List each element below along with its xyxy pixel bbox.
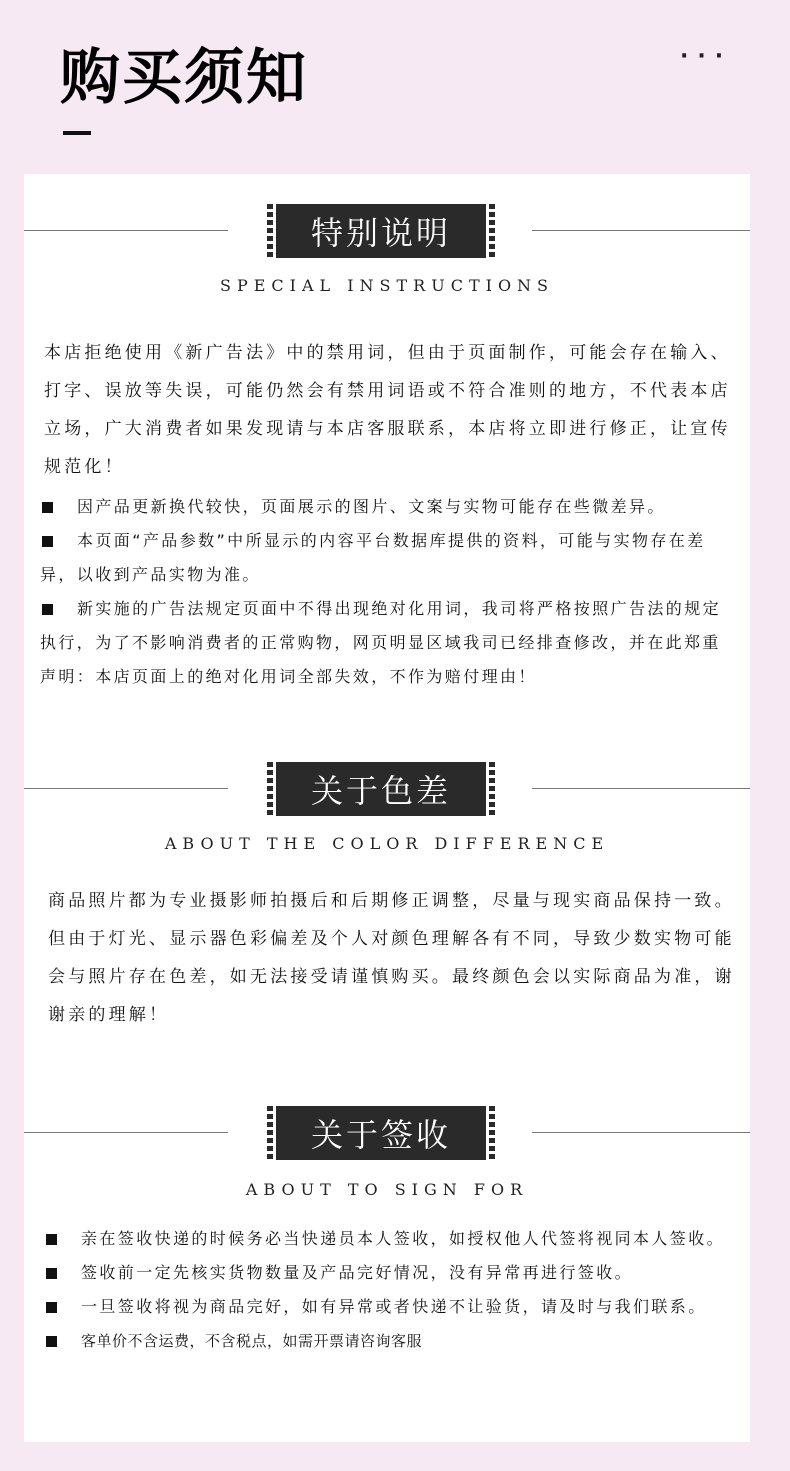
square-bullet-icon [42,502,53,513]
divider-right [532,1132,750,1133]
section-badge: 特别说明 [274,202,488,260]
section-subtitle: SPECIAL INSTRUCTIONS [219,276,555,295]
badge-edge-left [267,762,273,816]
list-item: 一旦签收将视为商品完好，如有异常或者快递不让验货，请及时与我们联系。 [44,1290,738,1324]
list-item: 新实施的广告法规定页面中不得出现绝对化用词，我司将严格按照广告法的规定执行，为了不影响消费者的正常购物，网页明显区域我司已经排查修改，并在此郑重声明：本店页面上的绝对化用词全部失效，不作为赔付理由！ [40,599,722,686]
notice-card [24,174,750,1442]
list-item: 客单价不含运费，不含税点，如需开票请咨询客服 [44,1324,738,1358]
list-item: 亲在签收快递的时候务必当快递员本人签收，如授权他人代签将视同本人签收。 [44,1222,738,1256]
bullet-list [40,490,734,694]
divider-left [24,230,228,231]
square-bullet-icon [42,604,53,615]
badge-edge-left [267,204,273,258]
section-badge: 关于签收 [274,1104,488,1162]
section-header [24,1076,750,1154]
badge-edge-left [267,1106,273,1160]
section-paragraph: 本店拒绝使用《新广告法》中的禁用词，但由于页面制作，可能会存在输入、打字、误放等失误，可能仍然会有禁用词语或不符合准则的地方，不代表本店立场，广大消费者如果发现请与本店客服联系，本店将立即进行修正，让宣传规范化！ [44,343,731,477]
section-color-difference [24,732,750,1025]
badge-edge-right [489,1106,495,1160]
square-bullet-icon [46,1234,57,1245]
section-subtitle: ABOUT TO SIGN FOR [245,1180,529,1199]
more-dots-icon[interactable]: ··· [680,44,733,69]
list-item: 因产品更新换代较快，页面展示的图片、文案与实物可能存在些微差异。 [40,490,734,524]
square-bullet-icon [46,1268,57,1279]
section-badge: 关于色差 [274,760,488,818]
section-special-instructions [24,174,750,686]
section-sign-for [24,1076,750,1350]
divider-left [24,788,228,789]
section-paragraph: 商品照片都为专业摄影师拍摄后和后期修正调整，尽量与现实商品保持一致。但由于灯光、显示器色彩偏差及个人对颜色理解各有不同，导致少数实物可能会与照片存在色差，如无法接受请谨慎购买。最终颜色会以实际商品为准，谢谢亲的理解！ [48,891,735,1025]
badge-edge-right [489,762,495,816]
divider-left [24,1132,228,1133]
divider-right [532,230,750,231]
square-bullet-icon [46,1302,57,1313]
square-bullet-icon [46,1336,57,1347]
divider-right [532,788,750,789]
list-item: 本页面“产品参数”中所显示的内容平台数据库提供的资料，可能与实物存在差异，以收到产品实物为准。 [40,531,706,584]
list-item: 签收前一定先核实货物数量及产品完好情况，没有异常再进行签收。 [44,1256,738,1290]
bullet-list [44,1222,738,1358]
page-title: 购买须知 [60,43,308,113]
badge-edge-right [489,204,495,258]
section-header [24,732,750,810]
square-bullet-icon [42,536,53,547]
title-underline [63,131,91,135]
section-subtitle: ABOUT THE COLOR DIFFERENCE [164,834,610,853]
section-header [24,174,750,252]
